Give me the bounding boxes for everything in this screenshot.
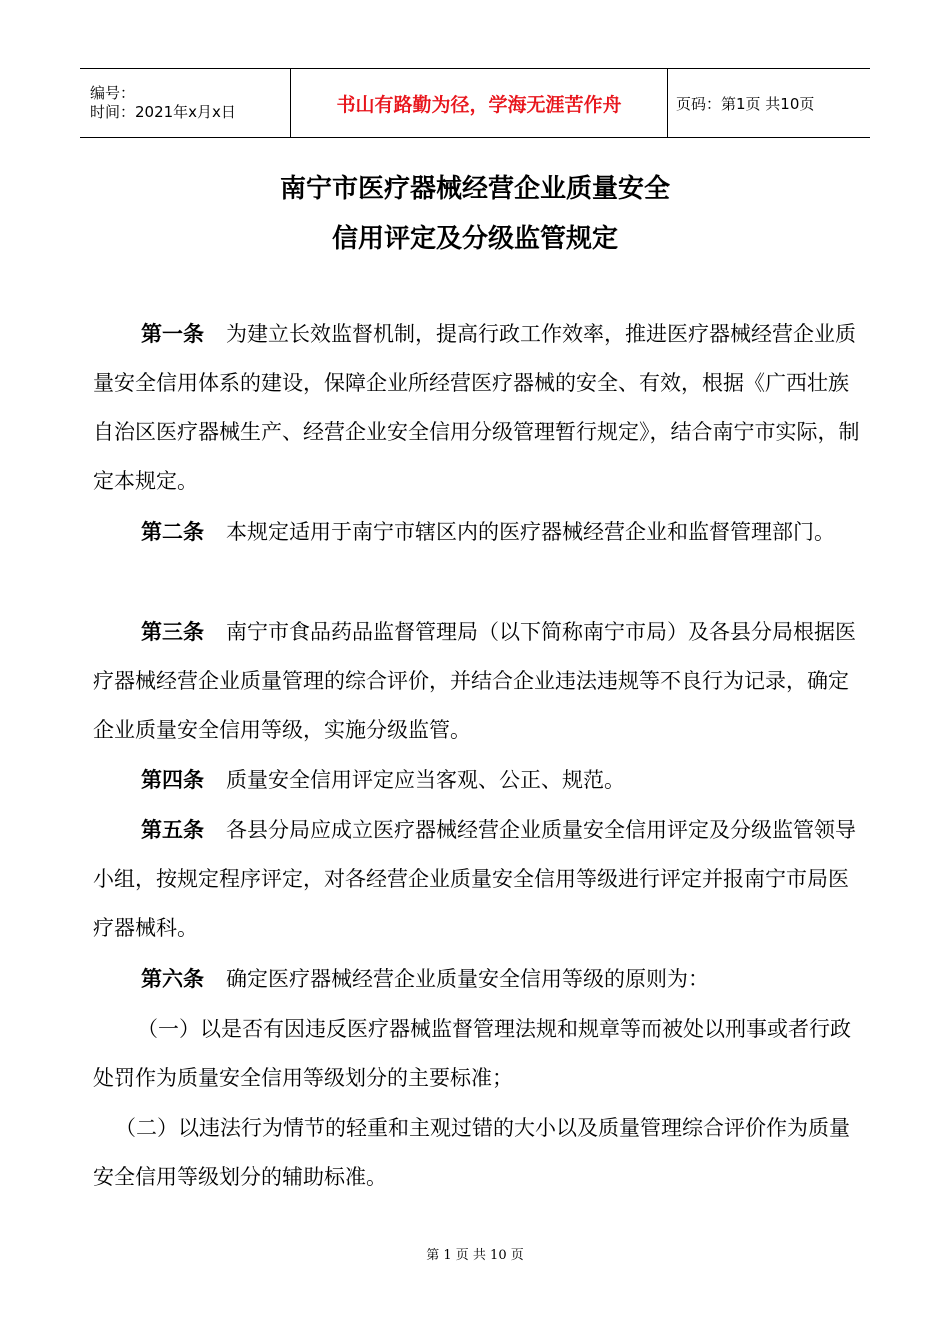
article-text: 质量安全信用评定应当客观、公正、规范。: [226, 768, 625, 792]
document-title-line2: 信用评定及分级监管规定: [331, 224, 618, 254]
header-motto: 书山有路勤为径，学海无涯苦作舟: [290, 69, 668, 137]
document-title-line1: 南宁市医疗器械经营企业质量安全: [279, 174, 670, 204]
article-text: 为建立长效监督机制，提高行政工作效率，推进医疗器械经营企业质量安全信用体系的建设，保障企业所经营医疗器械的安全、有效，根据《广西壮族自治区医疗器械生产、经营企业安全信用分级管理暂行规定》，结合南宁市实际，制定本规定。: [93, 322, 860, 493]
article-label: 第三条: [141, 620, 204, 644]
header-meta: [80, 69, 290, 137]
article-text: 本规定适用于南宁市辖区内的医疗器械经营企业和监督管理部门。: [226, 520, 835, 544]
article-6: [93, 955, 863, 1004]
article-4: [93, 756, 863, 805]
document-time-label: 时间：2021年x月x日: [90, 103, 236, 121]
article-text: 各县分局应成立医疗器械经营企业质量安全信用评定及分级监管领导小组，按规定程序评定，对各经营企业质量安全信用等级进行评定并报南宁市局医疗器械科。: [93, 818, 856, 940]
article-text: 南宁市食品药品监督管理局（以下简称南宁市局）及各县分局根据医疗器械经营企业质量管理的综合评价，并结合企业违法违规等不良行为记录，确定企业质量安全信用等级，实施分级监管。: [93, 620, 856, 742]
document-number-label: 编号：: [90, 84, 136, 102]
list-item-1: （一）以是否有因违反医疗器械监督管理法规和规章等而被处以刑事或者行政处罚作为质量安全信用等级划分的主要标准；: [93, 1017, 851, 1090]
list-item-2: （二）以违法行为情节的轻重和主观过错的大小以及质量管理综合评价作为质量安全信用等级划分的辅助标准。: [93, 1116, 850, 1189]
article-1: [93, 310, 863, 506]
article-2: [93, 508, 863, 557]
document-header: [80, 68, 870, 138]
article-label: 第六条: [141, 967, 204, 991]
article-label: 第一条: [141, 322, 204, 346]
article-label: 第四条: [141, 768, 204, 792]
page-footer: 第 1 页 共 10 页: [426, 1248, 524, 1263]
article-label: 第二条: [141, 520, 204, 544]
article-label: 第五条: [141, 818, 204, 842]
article-3: [93, 608, 863, 755]
article-5: [93, 806, 863, 953]
header-page-info: 页码：第1页 共10页: [676, 94, 815, 113]
article-text: 确定医疗器械经营企业质量安全信用等级的原则为：: [226, 967, 709, 991]
